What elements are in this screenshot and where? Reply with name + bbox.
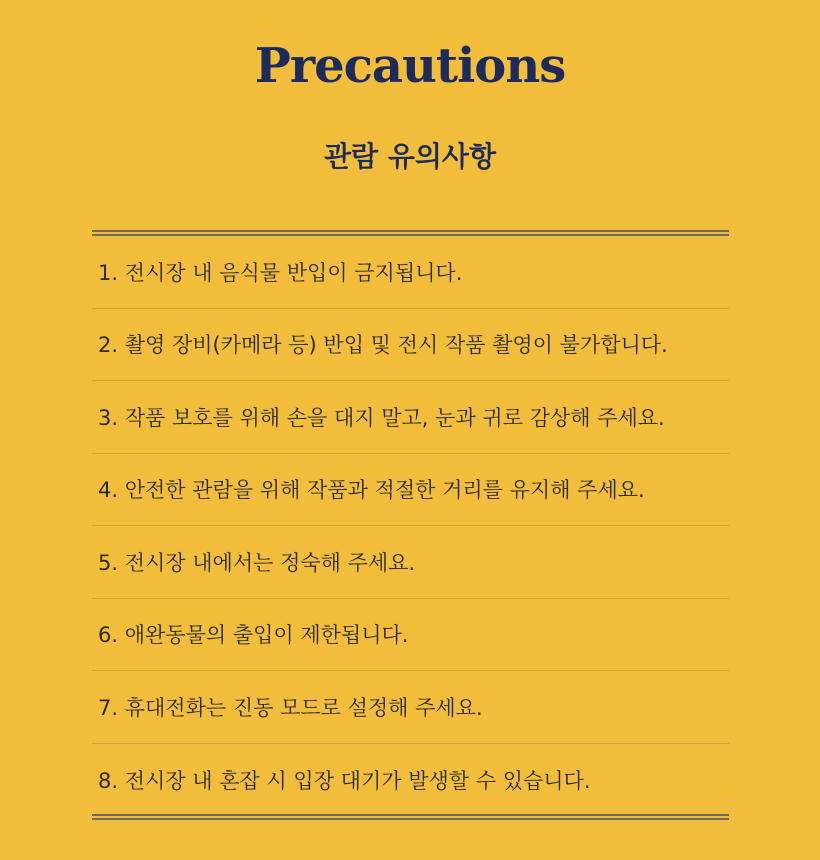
precaution-item: 7. 휴대전화는 진동 모드로 설정해 주세요. xyxy=(92,671,729,744)
precaution-item: 1. 전시장 내 음식물 반입이 금지됩니다. xyxy=(92,236,729,309)
bottom-double-divider xyxy=(92,814,729,820)
precaution-item: 8. 전시장 내 혼잡 시 입장 대기가 발생할 수 있습니다. xyxy=(98,768,591,793)
precaution-item: 2. 촬영 장비(카메라 등) 반입 및 전시 작품 촬영이 불가합니다. xyxy=(92,309,729,382)
page-title: Precautions xyxy=(254,38,566,94)
precaution-item: 6. 애완동물의 출입이 제한됩니다. xyxy=(92,599,729,672)
precaution-item: 4. 안전한 관람을 위해 작품과 적절한 거리를 유지해 주세요. xyxy=(92,454,729,527)
precaution-item: 3. 작품 보호를 위해 손을 대지 말고, 눈과 귀로 감상해 주세요. xyxy=(92,381,729,454)
precaution-item: 5. 전시장 내에서는 정숙해 주세요. xyxy=(92,526,729,599)
page-subtitle: 관람 유의사항 xyxy=(323,140,497,173)
precautions-list xyxy=(92,236,729,816)
